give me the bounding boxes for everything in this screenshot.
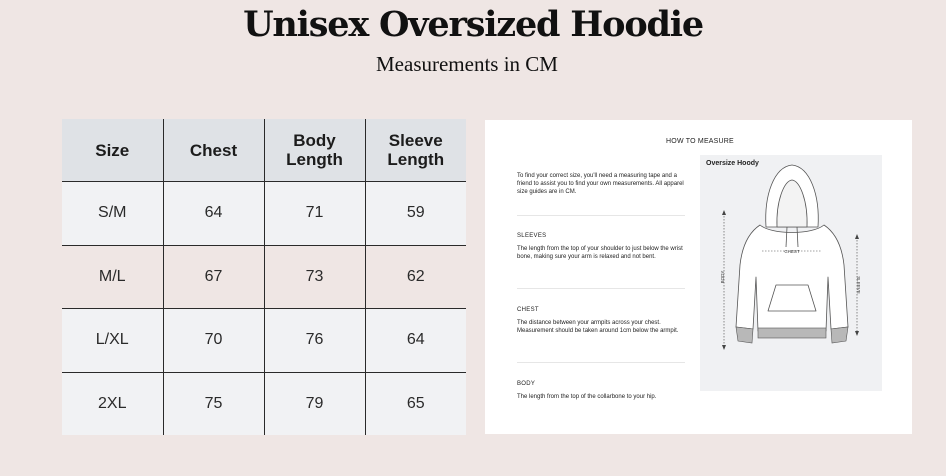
measure-guide-panel: [485, 120, 912, 434]
body-length-cell: 79: [264, 372, 365, 435]
column-header-body-length: [264, 119, 365, 182]
left-cuff: [736, 327, 753, 343]
pocket-outline: [768, 285, 816, 311]
chest-cell: 75: [163, 372, 264, 435]
section-text: The distance between your armpits across your chest. Measurement should be taken around 1cm below the armpit.: [517, 320, 679, 334]
hoody-diagram: [700, 155, 882, 391]
column-header-label: Chest: [189, 140, 238, 160]
guide-section-sleeves: [517, 232, 685, 261]
chest-cell: 70: [163, 309, 264, 373]
table-row: [62, 182, 466, 246]
size-cell: 2XL: [62, 372, 163, 435]
section-title: SLEEVES: [517, 233, 547, 239]
size-table: [62, 119, 466, 435]
sleeve-length-cell: 65: [365, 372, 466, 435]
table-row: [62, 372, 466, 435]
sleeve-label: SLEEVE: [856, 276, 861, 294]
page-subtitle: Measurements in CM: [376, 52, 558, 76]
chest-cell: 64: [163, 182, 264, 246]
column-header-label: Body: [293, 131, 336, 150]
hoodie-illustration: [700, 155, 882, 391]
section-title: CHEST: [517, 307, 539, 313]
right-cuff: [831, 327, 848, 343]
body-arrow-top: [722, 210, 726, 215]
chest-cell: 67: [163, 245, 264, 309]
sleeve-length-cell: 62: [365, 245, 466, 309]
chest-label: CHEST: [784, 249, 800, 254]
guide-section-body: [517, 380, 685, 401]
column-header-label: Size: [95, 140, 130, 160]
sleeve-length-cell: 64: [365, 309, 466, 373]
section-text: The length from the top of your shoulder to just below the wrist bone, making sure your arm is relaxed and not bent.: [517, 246, 683, 260]
divider: [517, 215, 685, 216]
column-header-chest: [163, 119, 264, 182]
sleeve-arrow-bottom: [855, 331, 859, 336]
table-header-row: [62, 119, 466, 182]
divider: [517, 288, 685, 289]
diagram-title: Oversize Hoody: [706, 160, 759, 167]
column-header-label: Sleeve: [388, 131, 443, 150]
guide-section-chest: [517, 306, 685, 335]
body-arrow-bottom: [722, 345, 726, 350]
column-header-sleeve-length: [365, 119, 466, 182]
page-title: Unisex Oversized Hoodie: [243, 4, 703, 45]
body-outline: [736, 225, 848, 331]
body-label: BODY: [720, 270, 725, 284]
sleeve-length-cell: 59: [365, 182, 466, 246]
column-header-size: [62, 119, 163, 182]
section-title: BODY: [517, 381, 536, 387]
table-row: [62, 245, 466, 309]
guide-intro: To find your correct size, you'll need a measuring tape and a friend to assist you to find your own measurements. All apparel size guides are in CM.: [517, 173, 684, 195]
body-length-cell: 76: [264, 309, 365, 373]
size-cell: S/M: [62, 182, 163, 246]
divider: [517, 362, 685, 363]
hem-rib: [758, 328, 826, 338]
section-text: The length from the top of the collarbone to your hip.: [517, 394, 657, 400]
size-cell: L/XL: [62, 309, 163, 373]
guide-heading: HOW TO MEASURE: [666, 138, 734, 145]
body-length-cell: 71: [264, 182, 365, 246]
column-header-label-line2: Length: [387, 150, 445, 169]
size-cell: M/L: [62, 245, 163, 309]
table-row: [62, 309, 466, 373]
column-header-label-line2: Length: [286, 150, 343, 169]
body-length-cell: 73: [264, 245, 365, 309]
sleeve-arrow-top: [855, 234, 859, 239]
